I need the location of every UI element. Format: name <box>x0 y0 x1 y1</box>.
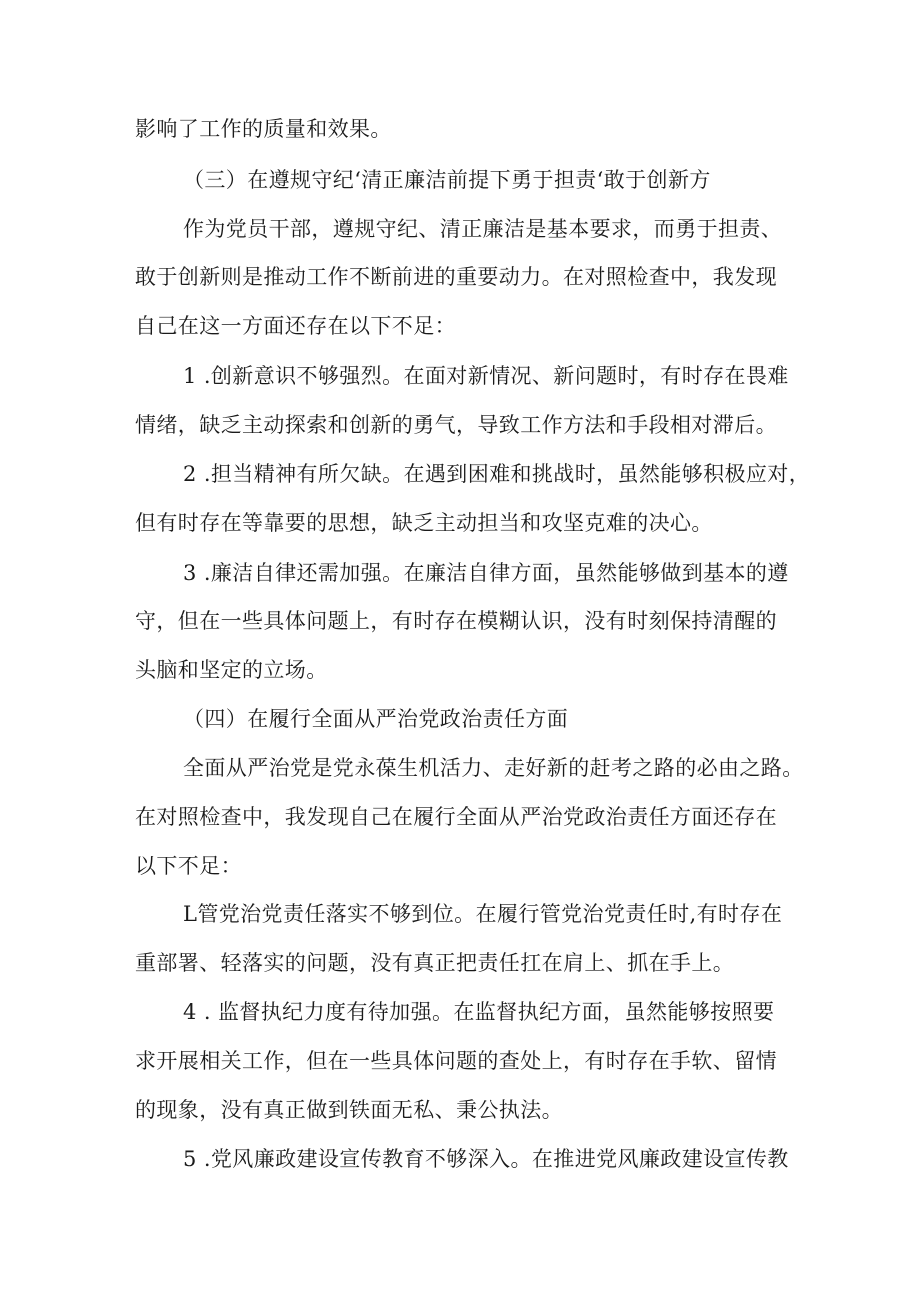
text-line: 影响了工作的质量和效果。 <box>135 117 392 141</box>
list-item-start: 4 . 监督执纪力度有待加强。在监督执纪方面，虽然能够按照要 <box>183 1000 775 1024</box>
list-item-start: L管党治党责任落实不够到位。在履行管党治党责任时,有时存在 <box>183 902 783 926</box>
text-line: 以下不足： <box>135 854 242 878</box>
list-item-start: 1 .创新意识不够强烈。在面对新情况、新问题时，有时存在畏难 <box>183 364 789 388</box>
text-line: 全面从严治党是党永葆生机活力、走好新的赶考之路的必由之路。 <box>183 756 804 780</box>
text-line: 自己在这一方面还存在以下不足： <box>135 314 456 338</box>
list-item-start: 5 .党风廉政建设宣传教育不够深入。在推进党风廉政建设宣传教 <box>183 1147 789 1171</box>
text-line: 但有时存在等靠要的思想，缺乏主动担当和攻坚克难的决心。 <box>135 511 713 535</box>
text-line: 的现象，没有真正做到铁面无私、秉公执法。 <box>135 1098 563 1122</box>
text-line: 在对照检查中，我发现自己在履行全面从严治党政治责任方面还存在 <box>135 805 777 829</box>
text-line: 作为党员干部，遵规守纪、清正廉洁是基本要求，而勇于担责、 <box>183 217 783 241</box>
section-heading: （四）在履行全面从严治党政治责任方面 <box>183 707 569 731</box>
text-line: 情绪，缺乏主动探索和创新的勇气，导致工作方法和手段相对滞后。 <box>135 413 777 437</box>
text-line: 敢于创新则是推动工作不断前进的重要动力。在对照检查中，我发现 <box>135 265 777 289</box>
list-item-start: 3 .廉洁自律还需加强。在廉洁自律方面，虽然能够做到基本的遵 <box>183 561 789 585</box>
text-line: 头脑和坚定的立场。 <box>135 658 328 682</box>
list-item-start: 2 .担当精神有所欠缺。在遇到困难和挑战时，虽然能够积极应对， <box>183 462 811 486</box>
text-line: 守，但在一些具体问题上，有时存在模糊认识，没有时刻保持清醒的 <box>135 609 777 633</box>
section-heading: （三）在遵规守纪‘清正廉洁前提下勇于担责‘敢于创新方 <box>183 168 711 192</box>
text-line: 重部署、轻落实的问题，没有真正把责任扛在肩上、抓在手上。 <box>135 951 735 975</box>
text-line: 求开展相关工作，但在一些具体问题的查处上，有时存在手软、留情 <box>135 1049 777 1073</box>
